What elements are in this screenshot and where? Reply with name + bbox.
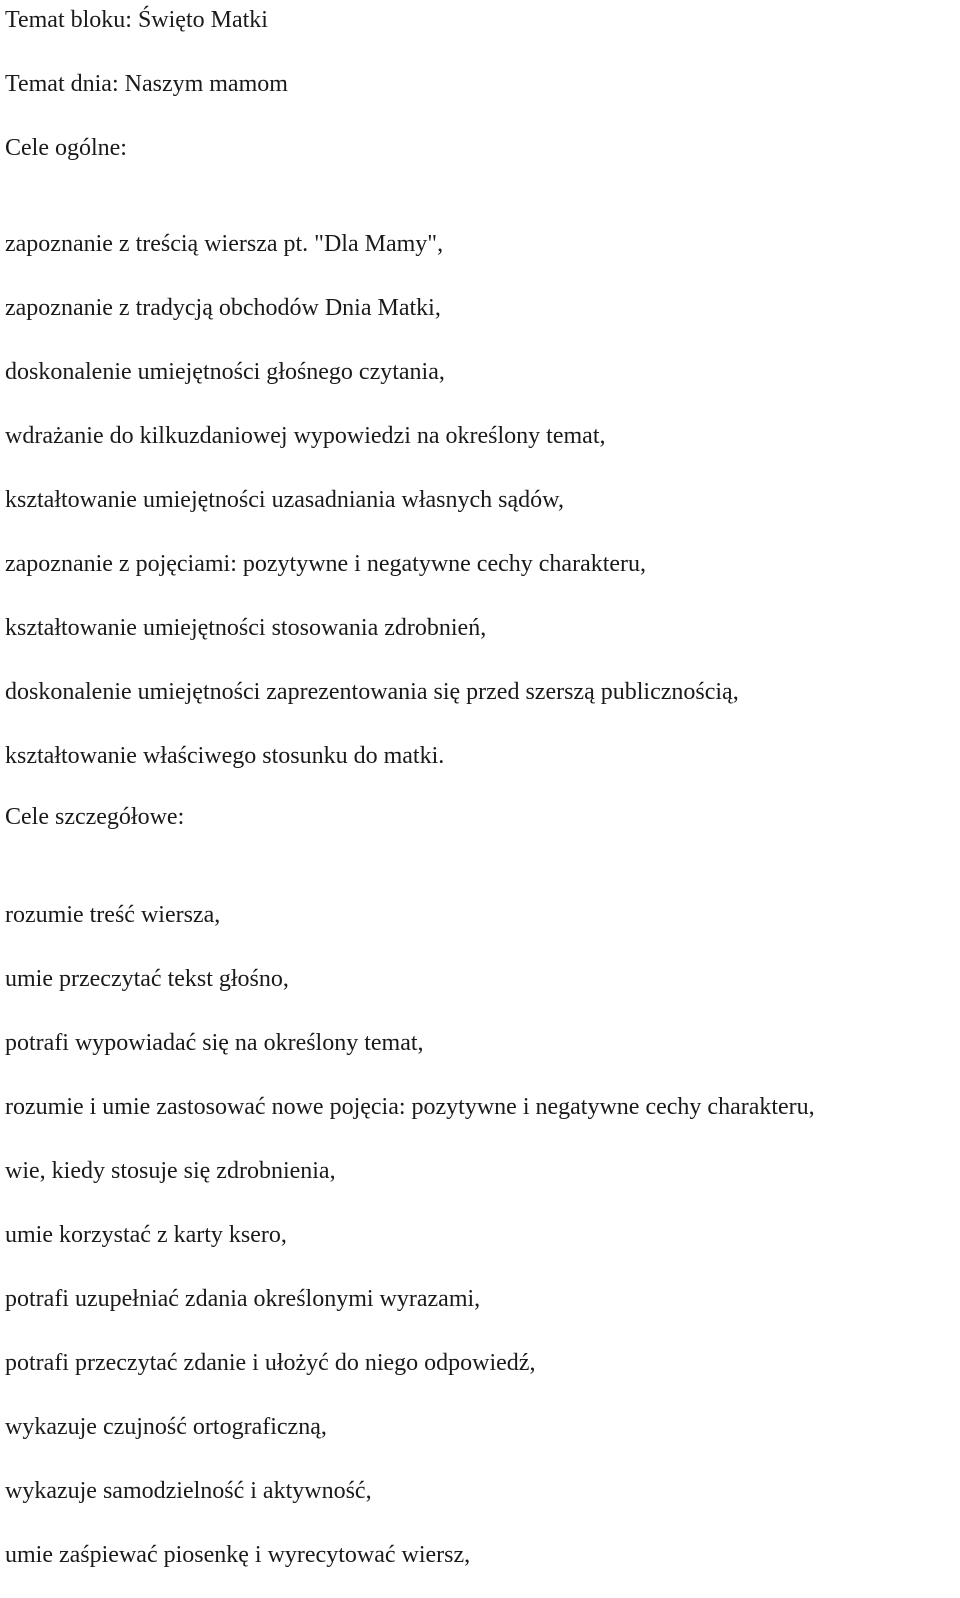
specific-goal-item: wie, kiedy stosuje się zdrobnienia, [5, 1158, 336, 1184]
specific-goal-item: potrafi wypowiadać się na określony temat, [5, 1030, 424, 1056]
general-goal-item: zapoznanie z tradycją obchodów Dnia Matki, [5, 295, 441, 321]
general-goal-item: zapoznanie z pojęciami: pozytywne i negatywne cechy charakteru, [5, 551, 647, 577]
general-goal-item: zapoznanie z treścią wiersza pt. "Dla Mamy", [5, 231, 444, 257]
specific-goal-item: wykazuje czujność ortograficzną, [5, 1414, 327, 1440]
general-goal-item: kształtowanie umiejętności stosowania zdrobnień, [5, 615, 487, 641]
specific-goal-item: umie przeczytać tekst głośno, [5, 966, 289, 992]
specific-goal-item: rozumie i umie zastosować nowe pojęcia: pozytywne i negatywne cechy charakteru, [5, 1094, 815, 1120]
specific-goals-heading: Cele szczegółowe: [5, 804, 185, 830]
general-goals-heading: Cele ogólne: [5, 135, 127, 161]
general-goal-item: doskonalenie umiejętności zaprezentowania się przed szerszą publicznością, [5, 679, 739, 705]
general-goal-item: kształtowanie umiejętności uzasadniania własnych sądów, [5, 487, 564, 513]
specific-goal-item: wykazuje samodzielność i aktywność, [5, 1478, 372, 1504]
general-goal-item: doskonalenie umiejętności głośnego czytania, [5, 359, 445, 385]
day-topic: Temat dnia: Naszym mamom [5, 71, 288, 97]
block-topic: Temat bloku: Święto Matki [5, 7, 268, 33]
specific-goal-item: rozumie treść wiersza, [5, 902, 221, 928]
specific-goal-item: umie zaśpiewać piosenkę i wyrecytować wiersz, [5, 1542, 471, 1568]
general-goal-item: wdrażanie do kilkuzdaniowej wypowiedzi na określony temat, [5, 423, 606, 449]
general-goal-item: kształtowanie właściwego stosunku do matki. [5, 743, 445, 769]
specific-goal-item: umie korzystać z karty ksero, [5, 1222, 287, 1248]
specific-goal-item: potrafi uzupełniać zdania określonymi wyrazami, [5, 1286, 481, 1312]
specific-goal-item: potrafi przeczytać zdanie i ułożyć do niego odpowiedź, [5, 1350, 536, 1376]
